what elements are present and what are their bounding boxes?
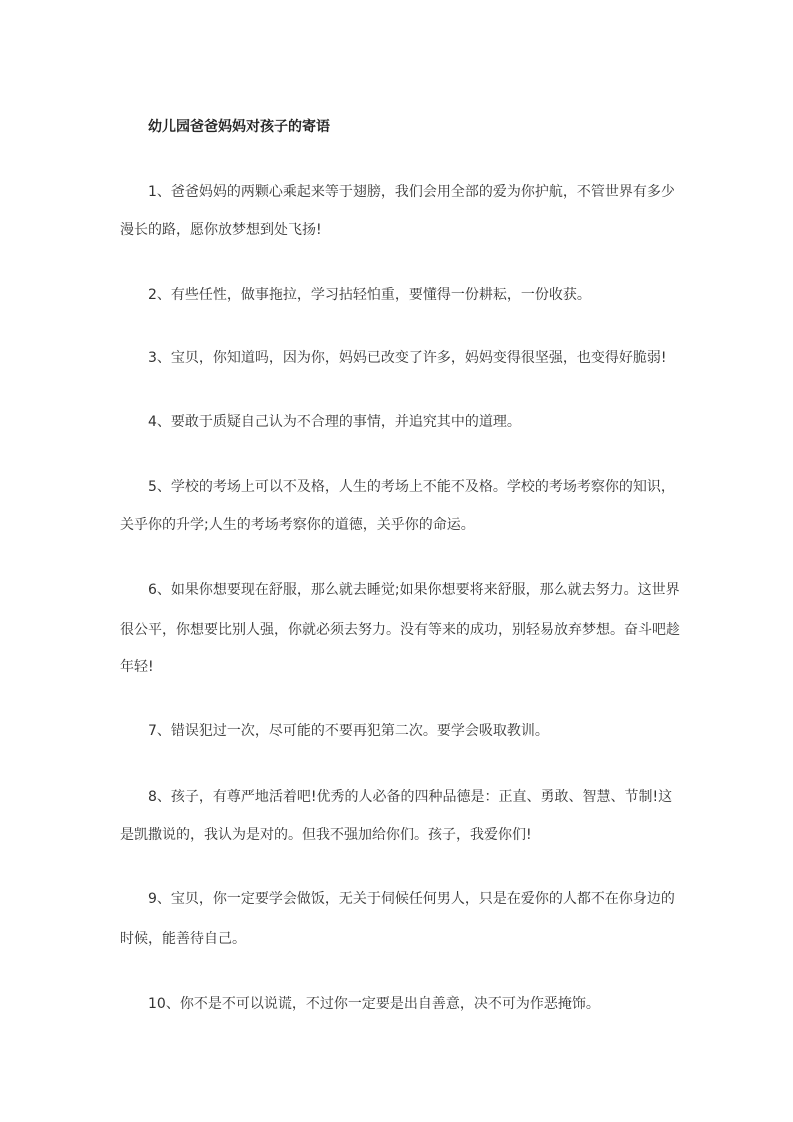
paragraph-4-line-1: 4、要敢于质疑自己认为不合理的事情，并追究其中的道理。 — [148, 414, 521, 430]
paragraph-1-line-1: 1、爸爸妈妈的两颗心乘起来等于翅膀，我们会用全部的爱为你护航，不管世界有多少 — [148, 184, 675, 200]
paragraph-2-line-1: 2、有些任性，做事拖拉，学习拈轻怕重，要懂得一份耕耘，一份收获。 — [148, 287, 591, 303]
paragraph-7-line-1: 7、错误犯过一次，尽可能的不要再犯第二次。要学会吸取教训。 — [148, 723, 549, 739]
paragraph-9-line-2: 时候，能善待自己。 — [120, 931, 246, 947]
paragraph-1-line-2: 漫长的路，愿你放梦想到处飞扬! — [120, 222, 322, 238]
paragraph-5-line-2: 关乎你的升学;人生的考场考察你的道德，关乎你的命运。 — [120, 517, 475, 533]
paragraph-3-line-1: 3、宝贝，你知道吗，因为你，妈妈已改变了许多，妈妈变得很坚强，也变得好脆弱! — [148, 350, 667, 366]
paragraph-5-line-1: 5、学校的考场上可以不及格，人生的考场上不能不及格。学校的考场考察你的知识， — [148, 479, 675, 495]
paragraph-8-line-1: 8、孩子，有尊严地活着吧!优秀的人必备的四种品德是：正直、勇敢、智慧、节制!这 — [148, 789, 673, 805]
paragraph-9-line-1: 9、宝贝，你一定要学会做饭，无关于伺候任何男人，只是在爱你的人都不在你身边的 — [148, 891, 675, 907]
paragraph-6-line-3: 年轻! — [120, 659, 154, 675]
document-title: 幼儿园爸爸妈妈对孩子的寄语 — [148, 119, 330, 135]
paragraph-6-line-1: 6、如果你想要现在舒服，那么就去睡觉;如果你想要将来舒服，那么就去努力。这世界 — [148, 582, 680, 598]
paragraph-8-line-2: 是凯撒说的，我认为是对的。但我不强加给你们。孩子，我爱你们! — [120, 827, 532, 843]
paragraph-10-line-1: 10、你不是不可以说谎，不过你一定要是出自善意，决不可为作恶掩饰。 — [148, 996, 600, 1012]
paragraph-6-line-2: 很公平，你想要比别人强，你就必须去努力。没有等来的成功，别轻易放弃梦想。奋斗吧趁 — [120, 622, 680, 638]
